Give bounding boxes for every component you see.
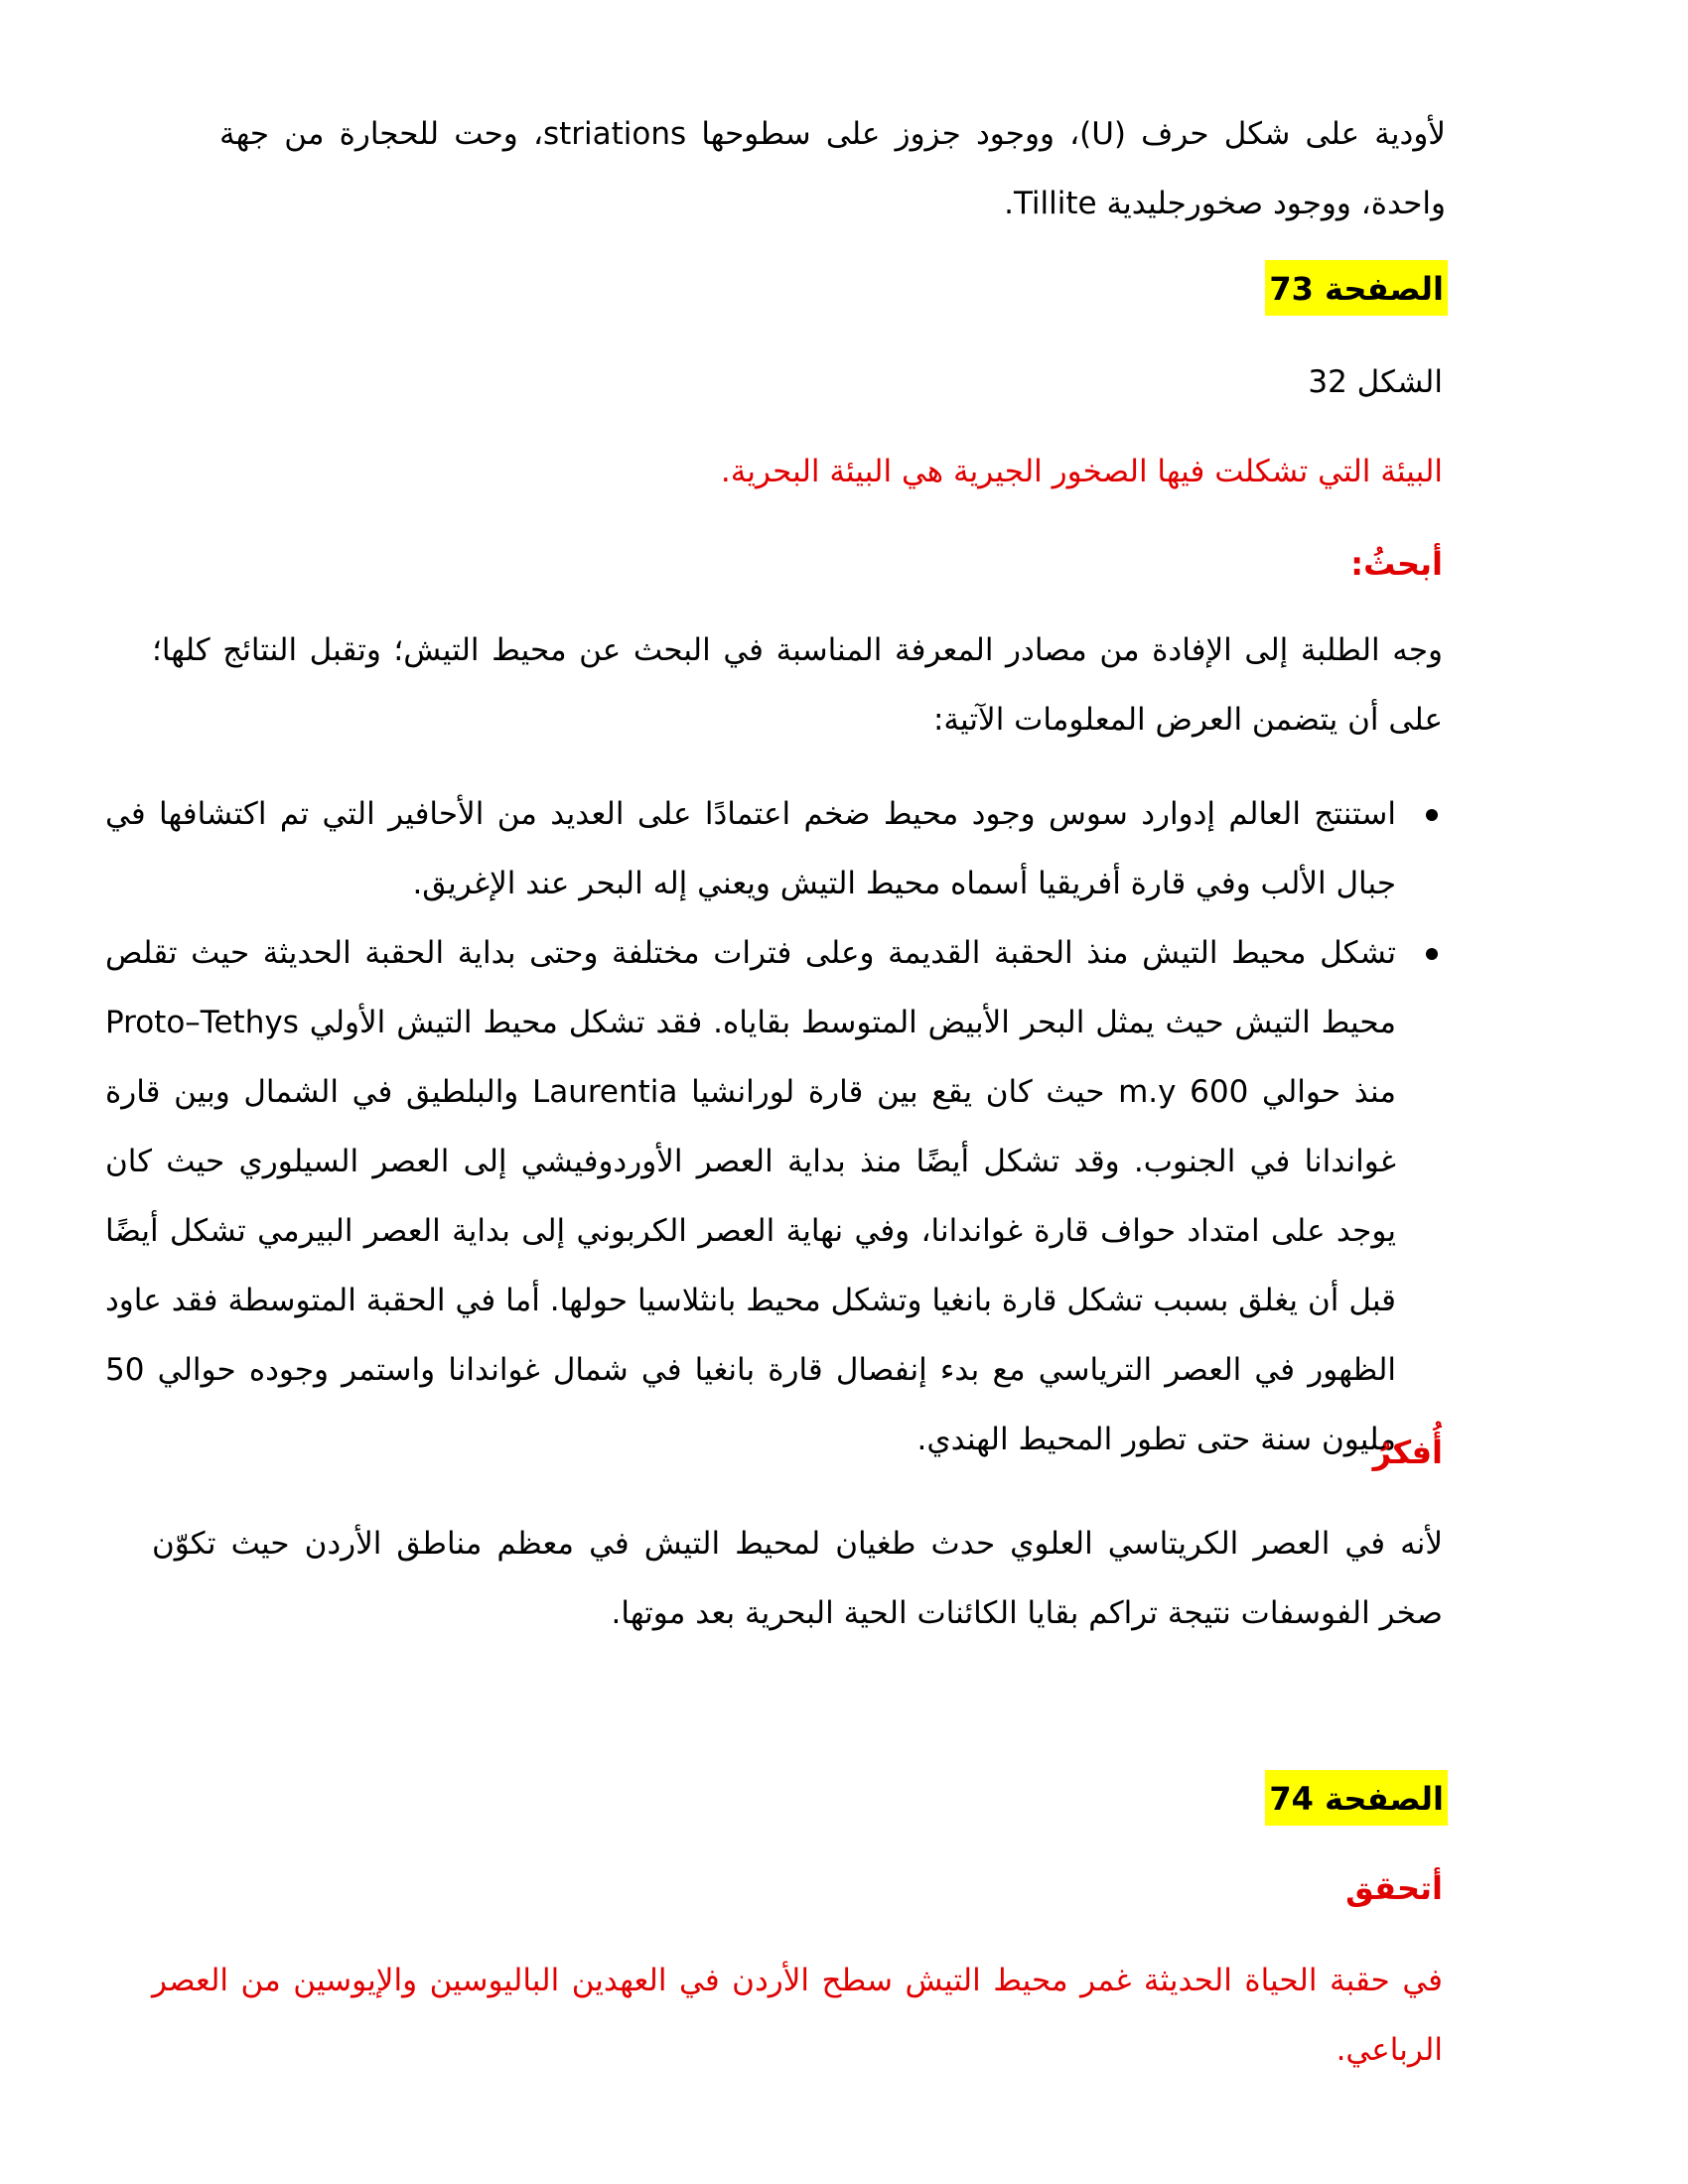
- intro-paragraph: لأودية على شكل حرف (U)، ووجود جزوز على سطوحها striations، وحت للحجارة من جهة واحدة، ووجود صخورجليدية Tillite.: [219, 116, 1446, 221]
- figure-label: الشكل 32: [1308, 364, 1443, 400]
- bullet-text: تشكل محيط التيش منذ الحقبة القديمة وعلى فترات مختلفة وحتى بداية الحقبة الحديثة حيث تقلص محيط التيش حيث يمثل البحر الأبيض المتوسط بقاياه. فقد تشكل محيط التيش الأولي Proto–Tethys منذ حوالي 600 m.y حيث كان يقع بين قارة لورانشيا Laurentia والبلطيق في الشمال وبين قارة غواندانا في الجنوب. وقد تشكل أيضًا منذ بداية العصر الأوردوفيشي إلى العصر السيلوري حيث كان يوجد على امتداد حواف قارة غواندانا، وفي نهاية العصر الكربوني إلى بداية العصر البيرمي تشكل أيضًا قبل أن يغلق بسبب تشكل قارة بانغيا وتشكل محيط بانثلاسيا حولها. أما في الحقبة المتوسطة فقد عاود الظهور في العصر الترياسي مع بدء إنفصال قارة بانغيا في شمال غواندانا واستمر وجوده حوالي 50 مليون سنة حتى تطور المحيط الهندي.: [105, 935, 1397, 1457]
- bullet-dot-icon: [1426, 948, 1438, 960]
- bullet-item: [105, 779, 1396, 918]
- verify-red-text: في حقبة الحياة الحديثة غمر محيط التيش سطح الأردن في العهدين الباليوسين والإيوسين من العصر الرباعي.: [152, 1963, 1443, 2068]
- research-heading: أبحثُ:: [1350, 545, 1443, 583]
- answer-red-text: البيئة التي تشكلت فيها الصخور الجيرية هي البيئة البحرية.: [720, 454, 1443, 489]
- tethys-bullet-list: [105, 779, 1396, 1474]
- think-heading: أُفكرُ: [1372, 1433, 1443, 1471]
- bullet-dot-icon: [1426, 809, 1438, 821]
- page-73-label: الصفحة 73: [1265, 260, 1448, 317]
- page-74-label: الصفحة 74: [1265, 1770, 1448, 1827]
- bullet-text: استنتج العالم إدوارد سوس وجود محيط ضخم اعتمادًا على العديد من الأحافير التي تم اكتشافها في جبال الألب وفي قارة أفريقيا أسماه محيط التيش ويعني إله البحر عند الإغريق.: [105, 796, 1396, 901]
- think-text: لأنه في العصر الكريتاسي العلوي حدث طغيان لمحيط التيش في معظم مناطق الأردن حيث تكوّن صخر الفوسفات نتيجة تراكم بقايا الكائنات الحية البحرية بعد موتها.: [152, 1526, 1443, 1631]
- bullet-item: [105, 918, 1396, 1474]
- research-text: وجه الطلبة إلى الإفادة من مصادر المعرفة المناسبة في البحث عن محيط التيش؛ وتقبل النتائج كلها؛ على أن يتضمن العرض المعلومات الآتية:: [152, 632, 1443, 738]
- verify-heading: أتحقق: [1345, 1869, 1443, 1907]
